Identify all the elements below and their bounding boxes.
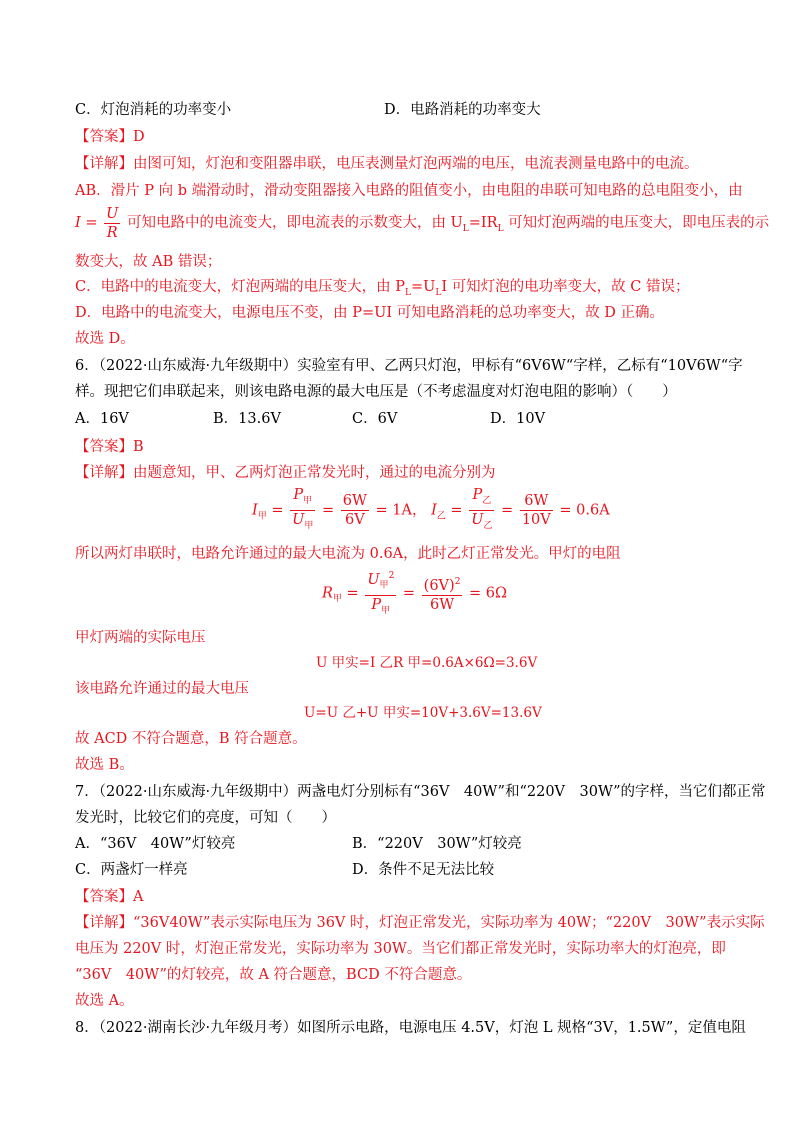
- q5-detail-5c: I 可知灯泡的电功率变大，故 C 错误；: [441, 279, 690, 295]
- q5-detail-3b: =IR: [468, 215, 498, 231]
- q6-detail-2: 所以两灯串联时，电路允许通过的最大电流为 0.6A，此时乙灯正常发光。甲灯的电阻: [75, 546, 621, 562]
- q5-answer: 【答案】D: [75, 129, 145, 145]
- q5-option-d: D．电路消耗的功率变大: [384, 102, 541, 118]
- q8-stem-1: 8．（2022·湖南长沙·九年级月考）如图所示电路，电源电压 4.5V，灯泡 L 规格“3V，1.5W”，定值电阻: [75, 1020, 746, 1036]
- q5-conclusion: 故选 D。: [75, 331, 135, 347]
- q5-detail-3: I = $\frac{U}{R}$ 可知电路中的电流变大，即电流表的示数变大，由 $U_L=IR_L$ 可知灯泡两端的电压变大，即电压表的示: [75, 205, 770, 241]
- q7-option-a: A．“36V 40W”灯较亮: [75, 836, 236, 852]
- q7-option-d: D．条件不足无法比较: [352, 862, 495, 878]
- q7-answer: 【答案】A: [75, 889, 144, 905]
- q7-stem-1: 7．（2022·山东威海·九年级期中）两盏电灯分别标有“36V 40W”和“220V 30W”的字样，当它们都正常: [75, 784, 766, 800]
- q7-detail-2: 电压为 220V 时，灯泡正常发光，实际功率为 30W。当它们都正常发光时，实际功率大的灯泡亮，即: [75, 941, 726, 957]
- q7-detail-3: “36V 40W”的灯较亮，故 A 符合题意，BCD 不符合题意。: [75, 967, 472, 983]
- ohm-fraction: $\frac{U}{R}$: [106, 205, 119, 241]
- q6-stem-2: 样。现把它们串联起来，则该电路电源的最大电压是（不考虑温度对灯泡电阻的影响）（ ）: [75, 384, 677, 400]
- q6-formula-4: U=U 乙+U 甲实=10V+3.6V=13.6V: [304, 705, 542, 721]
- q7-option-c: C．两盏灯一样亮: [75, 862, 188, 878]
- q6-current-formula: $I_甲$ = $\frac{P_甲}{U_甲}$ = $\frac{6W}{6V}$ = 1A， $I_乙$ = $\frac{P_乙}{U_乙}$ = $\frac{6W}{10V}$ = 0.6A: [252, 487, 610, 531]
- q5-detail-2: AB．滑片 P 向 b 端滑动时，滑动变阻器接入电路的阻值变小，由电阻的串联可知电路的总电阻变小，由: [75, 183, 743, 199]
- q6-stem-1: 6．（2022·山东威海·九年级期中）实验室有甲、乙两只灯泡，甲标有“6V6W“字样，乙标有“10V6W“字: [75, 358, 743, 374]
- q7-option-b: B．“220V 30W”灯较亮: [352, 836, 522, 852]
- q6-detail-1: 【详解】由题意知，甲、乙两灯泡正常发光时，通过的电流分别为: [75, 465, 496, 481]
- q6-detail-3: 甲灯两端的实际电压: [75, 630, 206, 646]
- q5-detail-3a: 可知电路中的电流变大，即电流表的示数变大，由 U: [126, 215, 463, 231]
- q6-detail-4: 该电路允许通过的最大电压: [75, 681, 249, 697]
- q6-option-c: C．6V: [352, 411, 398, 427]
- q5-detail-1: 【详解】由图可知，灯泡和变阻器串联，电压表测量灯泡两端的电压，电流表测量电路中的电流。: [75, 156, 699, 172]
- q5-detail-5: C．电路中的电流变大，灯泡两端的电压变大，由 $P_L=U_LI$ 可知灯泡的电功率变大，故 C 错误；: [75, 279, 690, 298]
- q6-option-d: D．10V: [490, 411, 546, 427]
- q6-resistance-formula: $R_甲$ = $\frac{U_甲^2}{P_甲}$ = $\frac{(6V)^2}{6W}$ = 6Ω: [322, 567, 507, 620]
- q5-detail-5a: C．电路中的电流变大，灯泡两端的电压变大，由 P: [75, 279, 405, 295]
- q5-detail-4: 数变大，故 AB 错误；: [75, 254, 222, 270]
- q5-detail-3c: 可知灯泡两端的电压变大，即电压表的示: [503, 215, 770, 231]
- q6-conclusion: 故选 B。: [75, 757, 134, 773]
- q6-detail-5: 故 ACD 不符合题意，B 符合题意。: [75, 731, 307, 747]
- q6-option-a: A．16V: [75, 411, 129, 427]
- q7-stem-2: 发光时，比较它们的亮度，可知（ ）: [75, 810, 336, 826]
- q5-option-c: C．灯泡消耗的功率变小: [75, 102, 232, 118]
- q7-conclusion: 故选 A。: [75, 993, 134, 1009]
- q6-option-b: B．13.6V: [213, 411, 281, 427]
- q7-detail-1: 【详解】“36V40W”表示实际电压为 36V 时，灯泡正常发光，实际功率为 40W；“220V 30W”表示实际: [75, 915, 765, 931]
- q6-formula-3: U 甲实=I 乙R 甲=0.6A×6Ω=3.6V: [316, 655, 538, 671]
- q6-answer: 【答案】B: [75, 439, 144, 455]
- q5-detail-5b: =U: [410, 279, 436, 295]
- q5-detail-6: D．电路中的电流变大，电源电压不变，由 P=UI 可知电路消耗的总功率变大，故 D 正确。: [75, 305, 665, 321]
